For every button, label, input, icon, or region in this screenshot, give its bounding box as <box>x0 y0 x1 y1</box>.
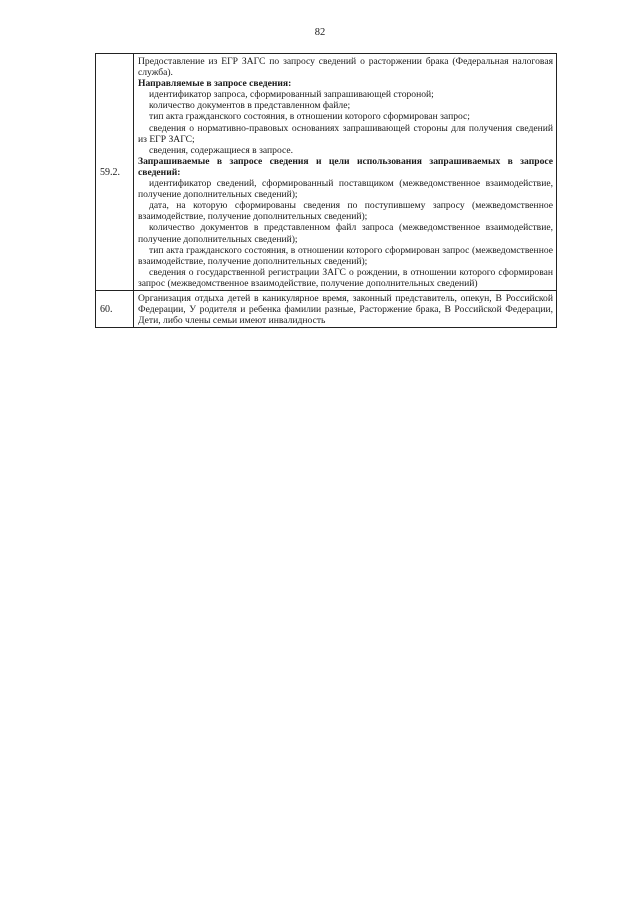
section-heading: Запрашиваемые в запросе сведения и цели использования запрашиваемых в запросе сведений: <box>138 155 553 178</box>
list-item: идентификатор сведений, сформированный поставщиком (межведомственное взаимодействие, получение дополнительных сведений); <box>138 178 553 201</box>
table-row <box>96 290 557 327</box>
list-item: сведения о государственной регистрации ЗАГС о рождении, в отношении которого сформирован запрос (межведомственное взаимодействие, получение дополнительных сведений) <box>138 266 553 289</box>
list-item: идентификатор запроса, сформированный запрашивающей стороной; <box>149 89 434 101</box>
row-number: 60. <box>96 290 134 327</box>
document-table <box>95 53 557 328</box>
list-item: сведения о нормативно-правовых основаниях запрашивающей стороны для получения сведений из ЕГР ЗАГС; <box>138 122 553 145</box>
list-item: дата, на которую сформированы сведения по поступившему запросу (межведомственное взаимодействие, получение дополнительных сведений); <box>138 200 553 223</box>
page-number: 82 <box>314 27 326 38</box>
row-content <box>134 54 557 291</box>
row-number: 59.2. <box>96 54 134 291</box>
list-item: сведения, содержащиеся в запросе. <box>149 144 294 156</box>
section-heading: Направляемые в запросе сведения: <box>138 78 292 90</box>
list-item: тип акта гражданского состояния, в отношении которого сформирован запрос (межведомственное взаимодействие, получение дополнительных сведений); <box>138 244 553 267</box>
list-item: тип акта гражданского состояния, в отношении которого сформирован запрос; <box>149 111 470 123</box>
list-item: количество документов в представленном файле; <box>149 100 351 112</box>
row-content <box>134 290 557 327</box>
table-row <box>96 54 557 291</box>
paragraph: Предоставление из ЕГР ЗАГС по запросу сведений о расторжении брака (Федеральная налоговая служба). <box>138 56 553 79</box>
paragraph: Организация отдыха детей в каникулярное время, законный представитель, опекун, В Российской Федерации, У родителя и ребенка фамилии разные, Расторжение брака, В Российской Федерации, Дети, либо члены семьи имеют инвалидность <box>138 292 553 327</box>
list-item: количество документов в представленном файл запроса (межведомственное взаимодействие, получение дополнительных сведений); <box>138 222 553 245</box>
